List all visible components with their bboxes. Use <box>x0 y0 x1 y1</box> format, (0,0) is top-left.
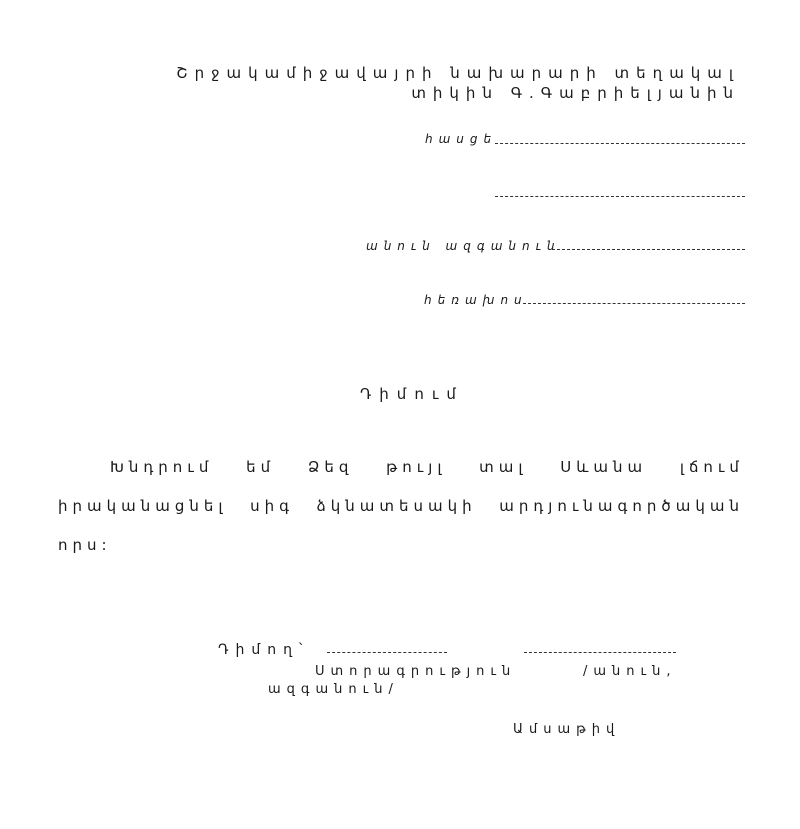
signature-caption: Ստորագրություն <box>315 664 517 679</box>
body-word: Ձեզ <box>307 458 354 476</box>
body-line-2 <box>58 497 744 515</box>
document-title: Դիմում <box>360 385 464 403</box>
signature-field-line[interactable] <box>327 652 447 653</box>
address-field-line-2[interactable] <box>495 196 745 197</box>
date-label: Ամսաթիվ <box>513 722 621 737</box>
body-word: Խնդրում <box>110 458 214 476</box>
address-label: հասցե <box>425 132 498 146</box>
body-word: ձկնատեսակի <box>316 497 477 515</box>
name-signature-field-line[interactable] <box>524 652 676 653</box>
phone-label: հեռախոս <box>424 293 528 307</box>
addressee-line-2: տիկին Գ.Գաբրիելյանին <box>411 84 740 102</box>
applicant-label: Դիմող՝ <box>218 642 310 658</box>
body-line-3: որս: <box>58 536 112 554</box>
body-word: իրականացնել <box>58 497 228 515</box>
phone-field-line[interactable] <box>523 303 745 304</box>
body-word: տալ <box>479 458 528 476</box>
name-caption-part-1: /անուն, <box>583 664 677 679</box>
name-field-line[interactable] <box>552 249 745 250</box>
body-word: սիգ <box>250 497 294 515</box>
body-word: լճում <box>679 458 744 476</box>
addressee-line-1: Շրջակամիջավայրի նախարարի տեղակալ <box>176 64 740 82</box>
name-caption-part-2: ազգանուն/ <box>268 682 399 697</box>
body-line-1 <box>110 458 744 476</box>
body-word: Սևանա <box>560 458 648 476</box>
name-label: անուն ազգանուն <box>366 239 561 253</box>
body-word: արդյունագործական <box>499 497 744 515</box>
address-field-line-1[interactable] <box>495 143 745 144</box>
body-word: եմ <box>246 458 276 476</box>
body-word: թույլ <box>386 458 447 476</box>
